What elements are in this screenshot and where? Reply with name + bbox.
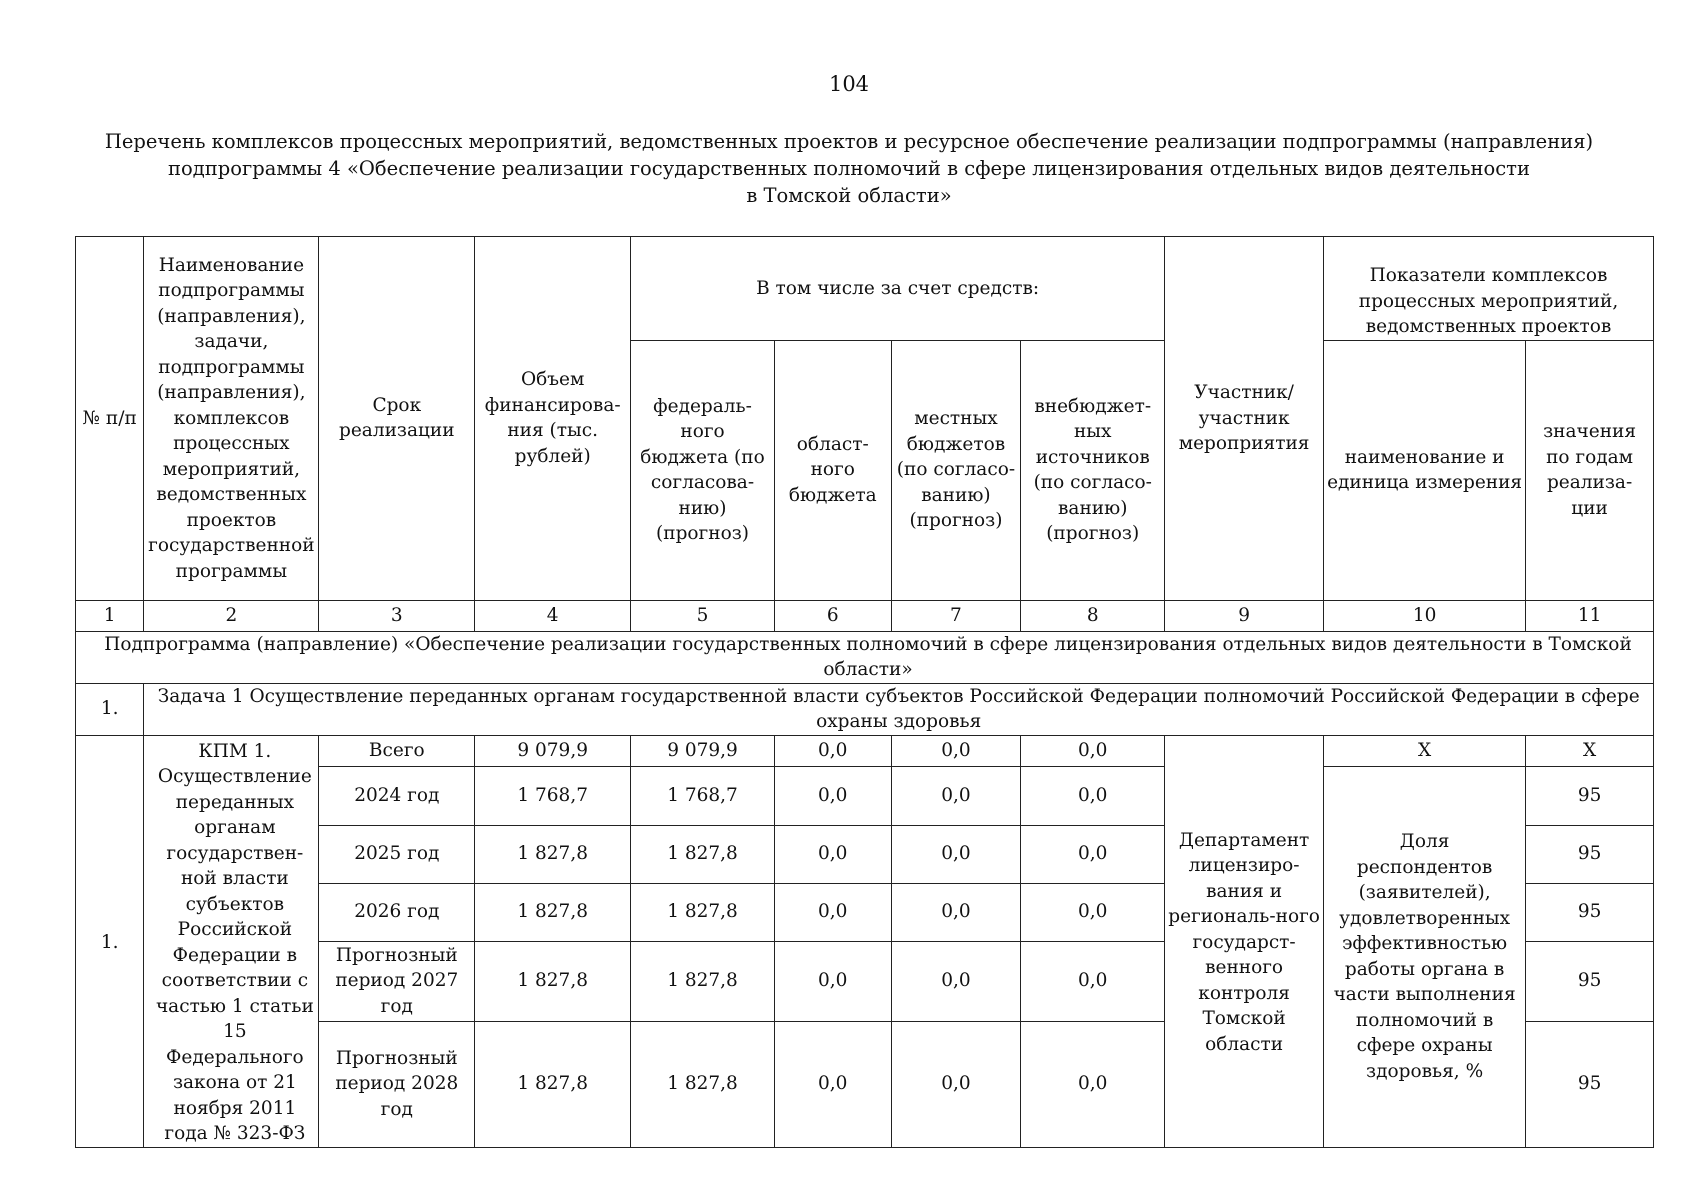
header-volume: Объем финансирова-ния (тыс. рублей): [475, 237, 631, 601]
row-volume: 1 827,8: [475, 883, 631, 941]
row-offbudget: 0,0: [1021, 1021, 1165, 1147]
task-num: 1.: [76, 683, 144, 735]
header-local: местных бюджетов (по согласо-ванию) (прогноз): [891, 340, 1021, 600]
row-regional: 0,0: [774, 1021, 891, 1147]
row-federal: 1 827,8: [631, 825, 775, 883]
row-term: Прогнозный период 2027 год: [319, 941, 475, 1021]
document-title: [90, 128, 1608, 209]
row-regional: 0,0: [774, 825, 891, 883]
col-number: 6: [774, 600, 891, 631]
row-value: 95: [1526, 1021, 1654, 1147]
row-local: 0,0: [891, 1021, 1021, 1147]
row-term: 2024 год: [319, 766, 475, 825]
kpm-num: 1.: [76, 735, 144, 1147]
col-number: 4: [475, 600, 631, 631]
row-offbudget: 0,0: [1021, 941, 1165, 1021]
col-number: 9: [1165, 600, 1324, 631]
row-regional: 0,0: [774, 941, 891, 1021]
row-federal: 1 827,8: [631, 1021, 775, 1147]
row-indicator-name: Х: [1324, 735, 1526, 766]
row-volume: 1 827,8: [475, 825, 631, 883]
row-term: Всего: [319, 735, 475, 766]
header-num: № п/п: [76, 237, 144, 601]
header-term: Срок реализации: [319, 237, 475, 601]
header-regional: област-ного бюджета: [774, 340, 891, 600]
header-indicator-values: значения по годам реализа-ции: [1526, 340, 1654, 600]
header-offbudget: внебюджет-ных источников (по согласо-ванию) (прогноз): [1021, 340, 1165, 600]
financing-table: [75, 236, 1654, 1148]
row-volume: 1 768,7: [475, 766, 631, 825]
col-number: 3: [319, 600, 475, 631]
row-volume: 9 079,9: [475, 735, 631, 766]
row-term: 2025 год: [319, 825, 475, 883]
row-regional: 0,0: [774, 735, 891, 766]
header-indicators: Показатели комплексов процессных мероприятий, ведомственных проектов: [1324, 237, 1654, 341]
row-local: 0,0: [891, 825, 1021, 883]
row-offbudget: 0,0: [1021, 825, 1165, 883]
col-number: 2: [144, 600, 319, 631]
col-number: 7: [891, 600, 1021, 631]
col-number: 10: [1324, 600, 1526, 631]
row-offbudget: 0,0: [1021, 766, 1165, 825]
row-federal: 9 079,9: [631, 735, 775, 766]
row-value: 95: [1526, 825, 1654, 883]
row-local: 0,0: [891, 941, 1021, 1021]
row-local: 0,0: [891, 735, 1021, 766]
header-including: В том числе за счет средств:: [631, 237, 1165, 341]
row-regional: 0,0: [774, 766, 891, 825]
row-term: 2026 год: [319, 883, 475, 941]
title-line-2: подпрограммы 4 «Обеспечение реализации государственных полномочий в сфере лицензирования отдельных видов деятельности: [168, 157, 1530, 180]
header-participant: Участник/ участник мероприятия: [1165, 237, 1324, 601]
row-federal: 1 768,7: [631, 766, 775, 825]
row-value: Х: [1526, 735, 1654, 766]
header-indicator-name: наименование и единица измерения: [1324, 340, 1526, 600]
row-term: Прогнозный период 2028 год: [319, 1021, 475, 1147]
col-number: 8: [1021, 600, 1165, 631]
row-value: 95: [1526, 766, 1654, 825]
row-value: 95: [1526, 941, 1654, 1021]
col-number: 11: [1526, 600, 1654, 631]
kpm-indicator-name: Доля респондентов (заявителей), удовлетворенных эффективностью работы органа в части выполнения полномочий в сфере охраны здоровья, %: [1324, 766, 1526, 1147]
col-number: 1: [76, 600, 144, 631]
kpm-name: КПМ 1. Осуществление переданных органам государствен-ной власти субъектов Российской Федерации в соответствии с частью 1 статьи 15 Федерального закона от 21 ноября 2011 года № 323-ФЗ: [144, 735, 319, 1147]
row-volume: 1 827,8: [475, 941, 631, 1021]
header-name: Наименование подпрограммы (направления), задачи, подпрограммы (направления), комплексов процессных мероприятий, ведомственных проектов государственной программы: [144, 237, 319, 601]
row-federal: 1 827,8: [631, 883, 775, 941]
row-offbudget: 0,0: [1021, 883, 1165, 941]
page-number: 104: [828, 72, 870, 96]
task-text: Задача 1 Осуществление переданных органам государственной власти субъектов Российской Федерации полномочий Российской Федерации в сфере охраны здоровья: [144, 683, 1654, 735]
row-offbudget: 0,0: [1021, 735, 1165, 766]
row-local: 0,0: [891, 883, 1021, 941]
row-federal: 1 827,8: [631, 941, 775, 1021]
title-line-3: в Томской области»: [746, 184, 952, 207]
row-local: 0,0: [891, 766, 1021, 825]
subprogram-row: Подпрограмма (направление) «Обеспечение реализации государственных полномочий в сфере лицензирования отдельных видов деятельности в Томской области»: [76, 631, 1654, 683]
header-federal: федераль-ного бюджета (по согласова-нию) (прогноз): [631, 340, 775, 600]
row-value: 95: [1526, 883, 1654, 941]
row-volume: 1 827,8: [475, 1021, 631, 1147]
kpm-participant: Департамент лицензиро-вания и региональ-ного государст-венного контроля Томской области: [1165, 735, 1324, 1147]
row-regional: 0,0: [774, 883, 891, 941]
title-line-1: Перечень комплексов процессных мероприятий, ведомственных проектов и ресурсное обеспечение реализации подпрограммы (направления): [104, 130, 1594, 153]
col-number: 5: [631, 600, 775, 631]
